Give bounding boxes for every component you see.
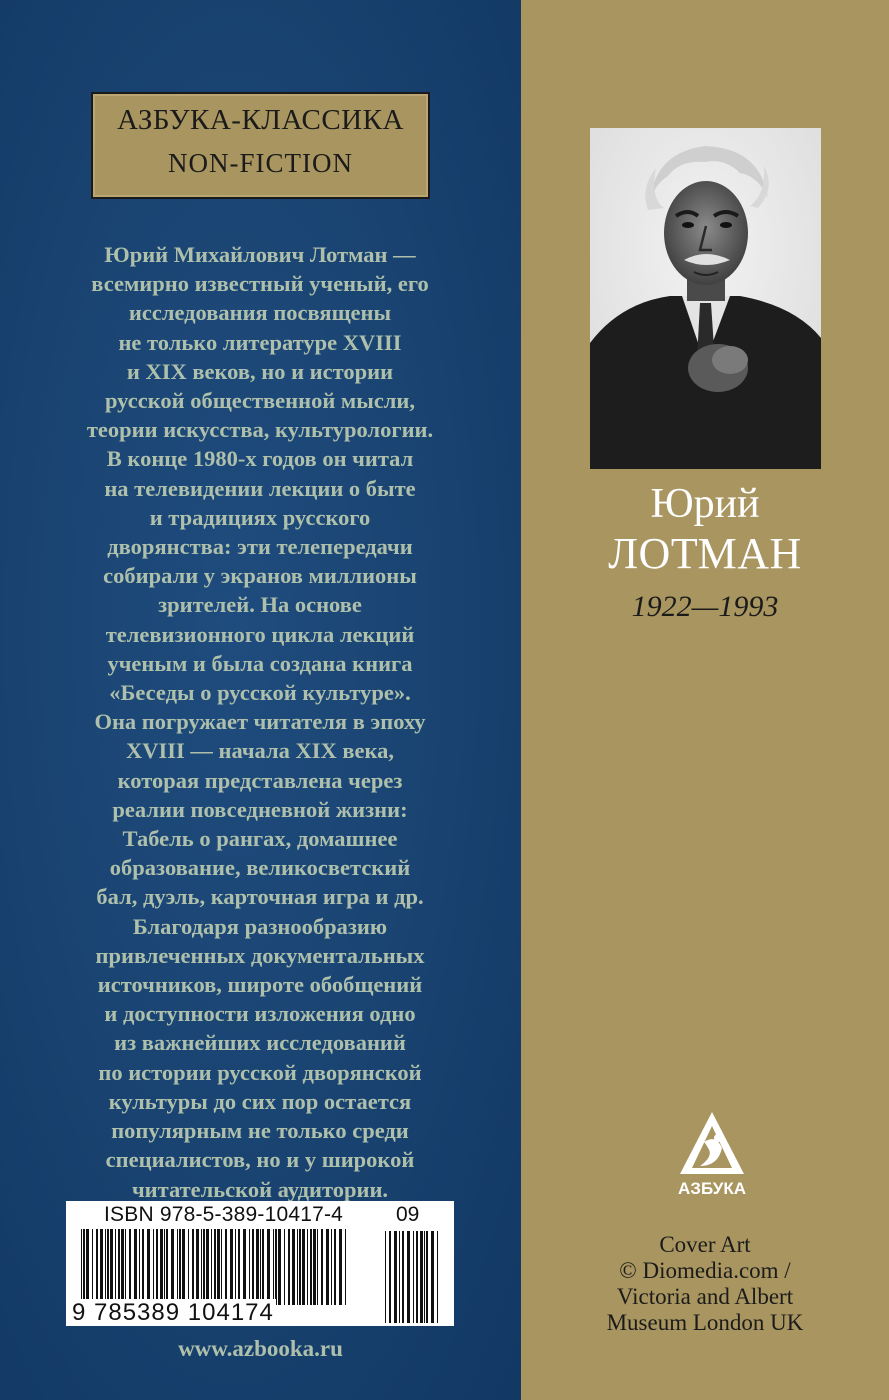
description-line: образование, великосветский [109, 855, 411, 881]
barcode-addon-digits: 09 [396, 1203, 420, 1226]
description-line: реалии повседневной жизни: [112, 796, 408, 822]
barcode-bar [125, 1229, 126, 1305]
description-line: культуры до сих пор остается [108, 1088, 412, 1114]
barcode-bar [188, 1229, 189, 1305]
barcode-bar [107, 1229, 109, 1305]
author-photo [590, 128, 821, 469]
description-line: XVIII — начала XIX века, [126, 738, 394, 764]
barcode-bar [284, 1229, 285, 1305]
barcode-bar [206, 1229, 209, 1305]
barcode-bar [407, 1231, 410, 1323]
description-line: и традициях русского [149, 504, 371, 530]
barcode-bar [235, 1229, 236, 1305]
barcode-bar [399, 1231, 400, 1323]
azbuka-logo-mark [668, 1108, 756, 1198]
barcode-bar [252, 1229, 254, 1305]
author-first-name: Юрий [650, 481, 760, 527]
barcode-bar [201, 1229, 202, 1305]
barcode-bar [273, 1229, 274, 1305]
description-line: источников, широте обобщений [97, 972, 423, 998]
barcode-bar [139, 1229, 140, 1305]
description-line: привлеченных документальных [95, 942, 425, 968]
barcode-bar [302, 1229, 305, 1305]
description-line: собирали у экранов миллионы [103, 563, 417, 589]
barcode-bar [142, 1229, 144, 1305]
barcode-bar [121, 1229, 124, 1305]
barcode-bar [211, 1229, 212, 1305]
barcode-bar [288, 1229, 290, 1305]
barcode-bar [334, 1229, 336, 1305]
barcode-bar [424, 1231, 425, 1323]
barcode-bar [297, 1229, 298, 1305]
description-line: бал, дуэль, карточная игра и др. [96, 884, 424, 910]
barcode-bar [256, 1229, 259, 1305]
barcode-bar [326, 1229, 329, 1305]
barcode-bar [156, 1229, 158, 1305]
description-line: не только литературе XVIII [118, 329, 402, 355]
barcode-bar [402, 1231, 404, 1323]
barcode-bar [385, 1231, 386, 1323]
description-line: Юрий Михайлович Лотман — [104, 242, 416, 267]
series-name: АЗБУКА-КЛАССИКА [117, 104, 404, 136]
barcode-bar [292, 1229, 295, 1305]
description-line: Благодаря разнообразию [132, 913, 388, 939]
barcode-bar [299, 1229, 301, 1305]
azbuka-logo-icon [668, 1108, 756, 1198]
barcode-bar [420, 1231, 423, 1323]
description-line: и XIX веков, но и истории [126, 358, 394, 384]
barcode-bar [96, 1229, 98, 1305]
description-line: русской общественной мысли, [104, 388, 416, 414]
barcode-bar [413, 1231, 414, 1323]
barcode-bar [81, 1229, 82, 1305]
description-line: дворянства: эти телепередачи [107, 534, 413, 560]
description-line: Она погружает читателя в эпоху [94, 709, 426, 735]
description-line: исследования посвящены [128, 300, 392, 326]
barcode-bar [92, 1229, 93, 1305]
barcode-bar [110, 1229, 113, 1305]
barcode-bars [80, 1229, 348, 1305]
barcode-bar [317, 1229, 318, 1305]
cover-art-credits [521, 1232, 889, 1336]
barcode-bar [83, 1229, 85, 1305]
barcode-bar [225, 1229, 227, 1305]
description-line: которая представлена через [117, 767, 403, 793]
isbn-number: ISBN 978-5-389-10417-4 [104, 1203, 344, 1226]
barcode-bar [321, 1229, 323, 1305]
barcode-bar [416, 1231, 418, 1323]
azbuka-logo-text: АЗБУКА [678, 1179, 746, 1198]
barcode-bar [105, 1229, 106, 1305]
barcode-bar [431, 1231, 434, 1323]
barcode-bar [166, 1229, 168, 1305]
barcode-bar [203, 1229, 205, 1305]
book-description [40, 240, 480, 1204]
series-subtitle: NON-FICTION [168, 148, 353, 178]
barcode-bar [129, 1229, 131, 1305]
author-life-years: 1922—1993 [631, 590, 779, 623]
barcode-bar [238, 1229, 240, 1305]
barcode-bar [153, 1229, 154, 1305]
description-line: Табель о рангах, домашнее [122, 826, 398, 852]
publisher-website: www.azbooka.ru [178, 1336, 343, 1361]
barcode-bar [275, 1229, 277, 1305]
barcode-bar [331, 1229, 332, 1305]
barcode-bar [243, 1229, 246, 1305]
description-line: ученым и была создана книга [107, 650, 413, 676]
description-line: по истории русской дворянской [98, 1059, 422, 1085]
barcode-bar [426, 1231, 428, 1323]
credits-line: Cover Art [659, 1232, 751, 1257]
barcode-bar [164, 1229, 165, 1305]
barcode-bar [192, 1229, 194, 1305]
isbn-barcode [66, 1201, 454, 1326]
barcode-bar [179, 1229, 181, 1305]
barcode-bar [249, 1229, 250, 1305]
barcode-bar [100, 1229, 103, 1305]
description-line: В конце 1980-х годов он читал [106, 446, 414, 472]
barcode-bar [177, 1229, 178, 1305]
barcode-bar [394, 1231, 397, 1323]
barcode-bar [339, 1229, 342, 1305]
barcode-bar [171, 1229, 174, 1305]
barcode-bar [86, 1229, 89, 1305]
barcode-bar [134, 1229, 137, 1305]
ean-digits-text: 9 785389 104174 [72, 1299, 274, 1326]
barcode-bar [262, 1229, 264, 1305]
barcode-bar [267, 1229, 270, 1305]
barcode-bar [115, 1229, 116, 1305]
description-line: всемирно известный ученый, его [91, 271, 429, 297]
barcode-bar [118, 1229, 120, 1305]
description-line: телевизионного цикла лекций [105, 621, 415, 647]
barcode-bar [214, 1229, 216, 1305]
author-portrait-image [590, 128, 821, 469]
description-line: читательской аудитории. [131, 1176, 389, 1202]
barcode-bar [196, 1229, 199, 1305]
barcode-bar [160, 1229, 163, 1305]
barcode-bar [437, 1231, 438, 1323]
barcode-bar [217, 1229, 220, 1305]
barcode-addon-bars [384, 1231, 440, 1323]
description-line: «Беседы о русской культуре». [109, 680, 411, 706]
barcode-bar [230, 1229, 233, 1305]
barcode-bar [278, 1229, 281, 1305]
description-line: теории искусства, культурологии. [86, 417, 434, 443]
description-line: и доступности изложения одно [104, 1001, 416, 1027]
description-line: специалистов, но и у широкой [105, 1147, 415, 1173]
description-line: зрителей. На основе [158, 592, 362, 618]
credits-line: Museum London UK [606, 1310, 804, 1335]
ean-digits [70, 1299, 360, 1327]
barcode-bar [182, 1229, 185, 1305]
description-line: на телевидении лекции о быте [104, 475, 416, 501]
barcode-bar [389, 1231, 391, 1323]
barcode-bar [310, 1229, 312, 1305]
author-last-name: ЛОТМАН [608, 529, 802, 578]
barcode-bar [260, 1229, 261, 1305]
credits-line: Victoria and Albert [616, 1284, 794, 1309]
barcode-bar [345, 1229, 346, 1305]
barcode-bar [313, 1229, 316, 1305]
description-line: из важнейших исследований [114, 1030, 406, 1056]
barcode-bar [221, 1229, 222, 1305]
series-label-box [91, 92, 430, 199]
barcode-bar [147, 1229, 150, 1305]
description-line: популярным не только среди [111, 1118, 409, 1144]
credits-line: © Diomedia.com / [619, 1258, 791, 1283]
barcode-bar [307, 1229, 308, 1305]
